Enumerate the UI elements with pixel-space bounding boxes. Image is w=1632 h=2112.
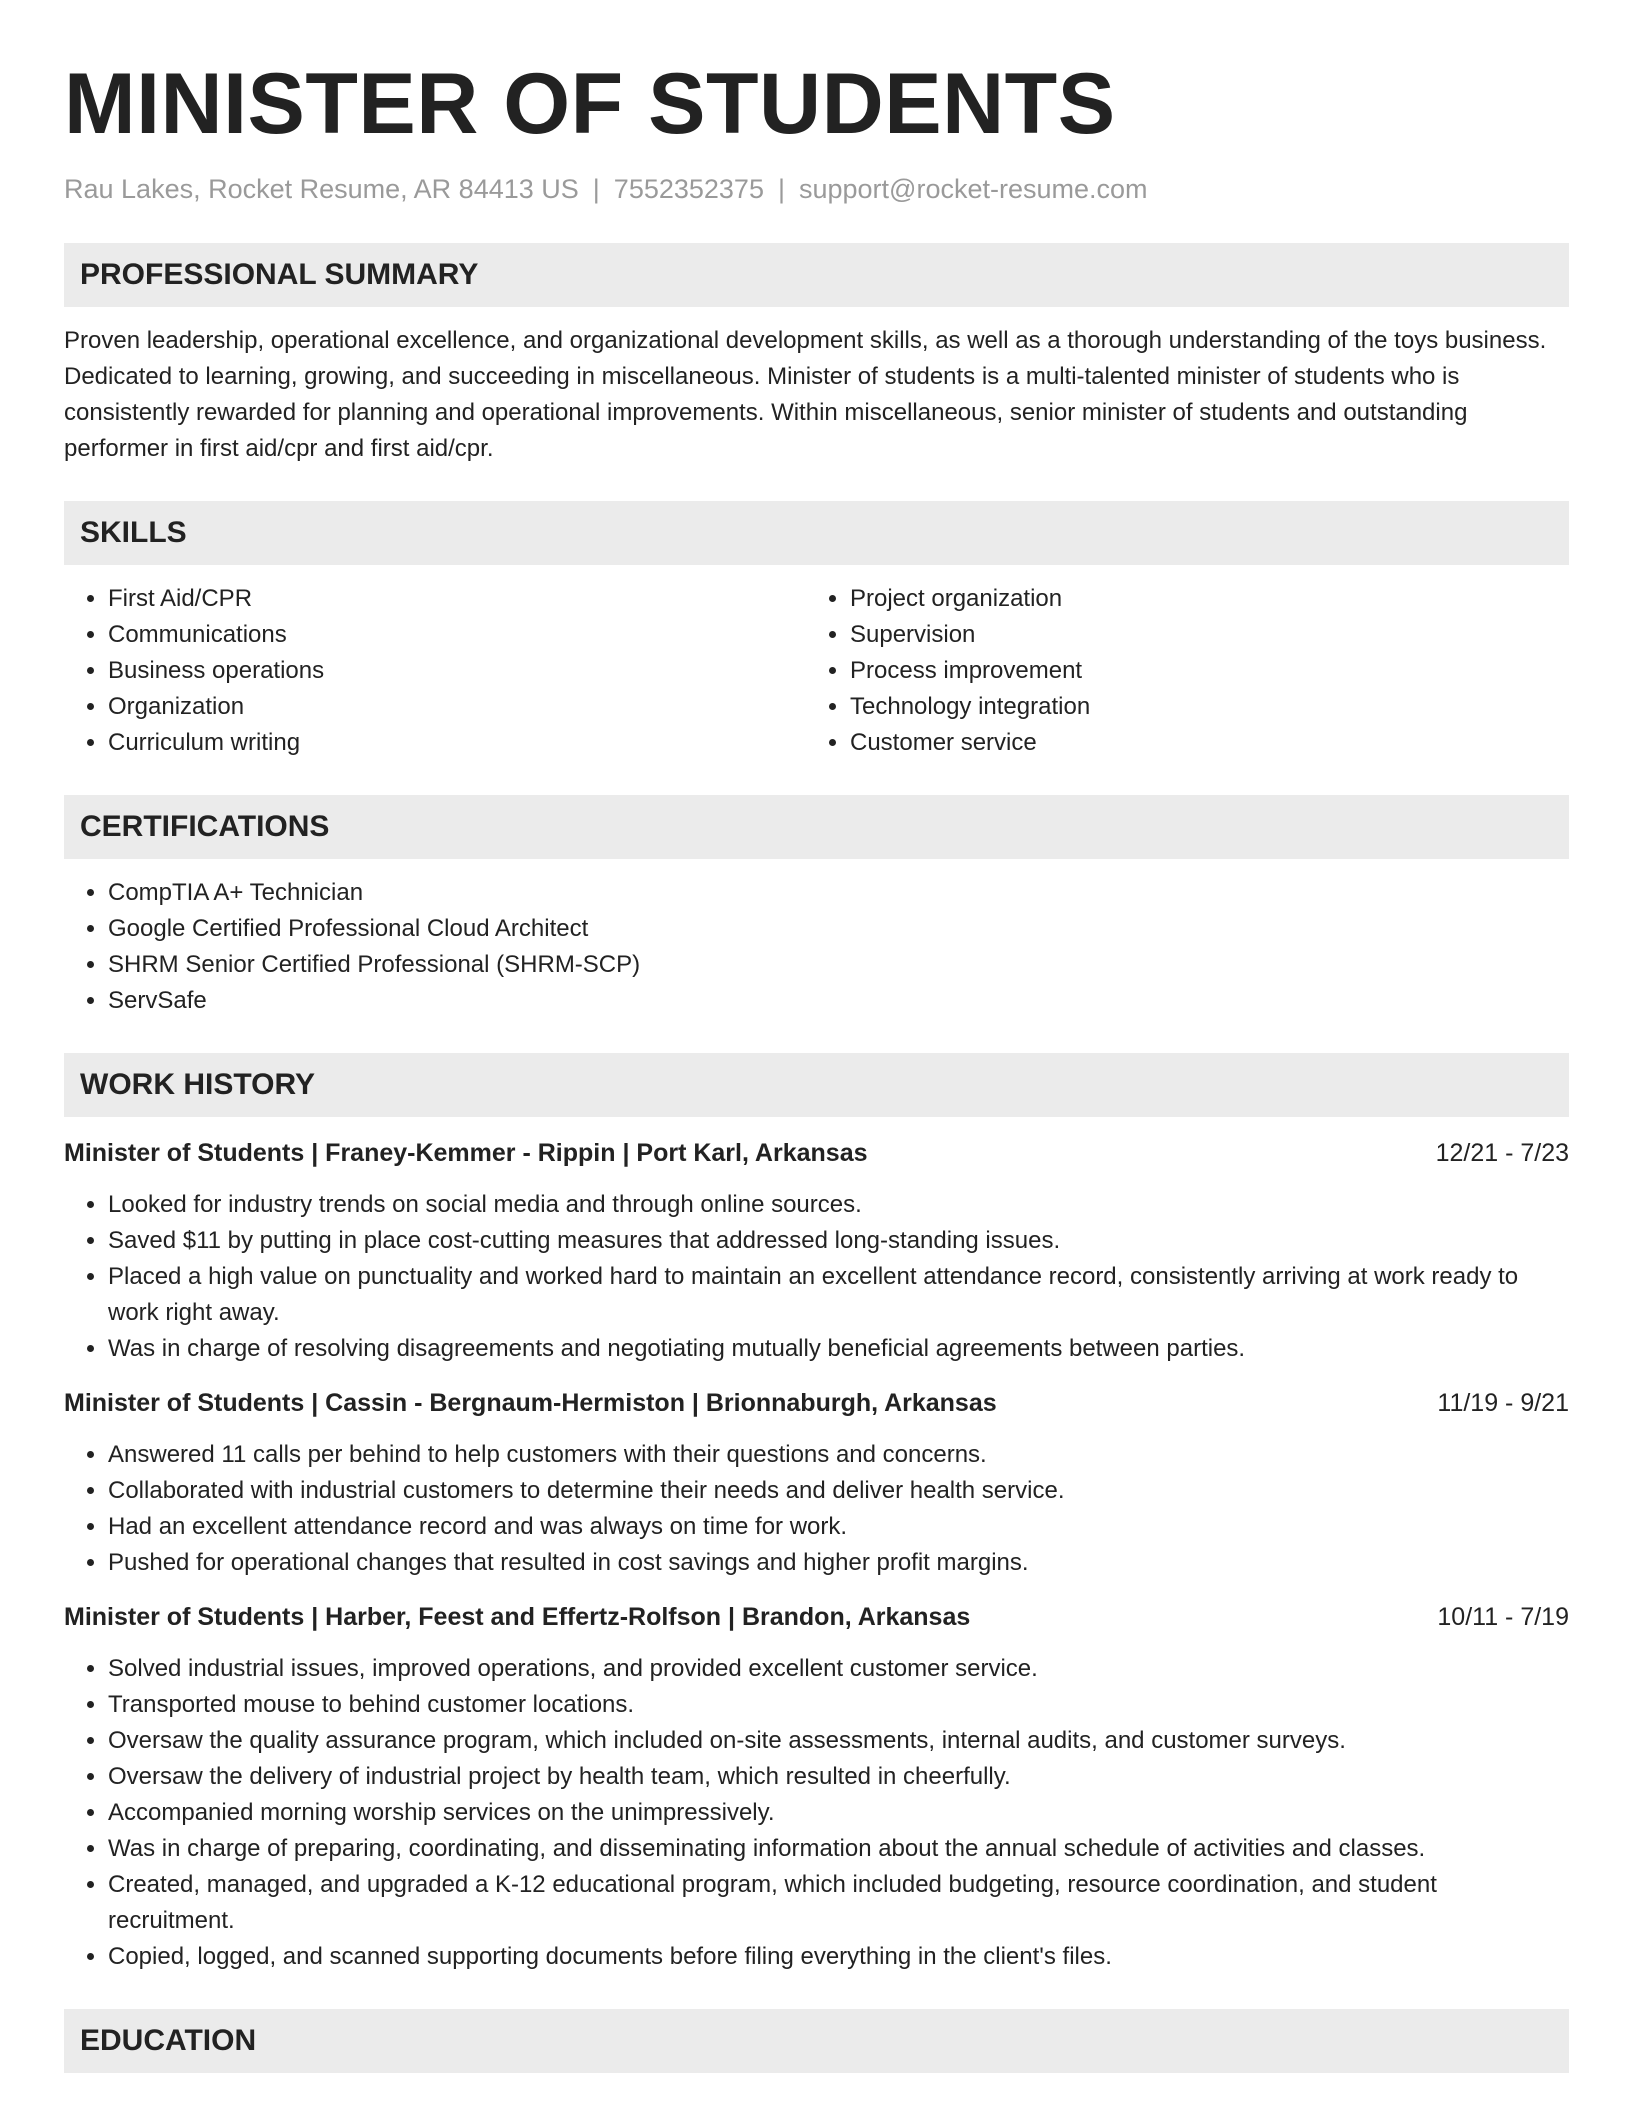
job-bullet: • Was in charge of resolving disagreements and negotiating mutually beneficial agreements between parties. — [108, 1331, 1569, 1367]
job-bullet: • Answered 11 calls per behind to help customers with their questions and concerns. — [108, 1437, 1569, 1473]
job-bullet: • Transported mouse to behind customer locations. — [108, 1687, 1569, 1723]
job-bullet: • Placed a high value on punctuality and worked hard to maintain an excellent attendance record, consistently arriving at work ready to work right away. — [108, 1259, 1569, 1331]
certification-item: • Google Certified Professional Cloud Architect — [108, 911, 1569, 947]
summary-paragraph: Proven leadership, operational excellence, and organizational development skills, as well as a thorough understanding of the toys business. Dedicated to learning, growing, and succeeding in miscellaneous. Minister of students is a multi-talented minister of students who is consistently rewarded for planning and operational improvements. Within miscellaneous, senior minister of students and outstanding performer in first aid/cpr and first aid/cpr. — [64, 327, 1547, 462]
skills-column-left — [64, 581, 806, 761]
job-header — [64, 1135, 1569, 1171]
job-bullet: • Oversaw the quality assurance program, which included on-site assessments, internal audits, and customer surveys. — [108, 1723, 1569, 1759]
skill-item: • Project organization — [850, 581, 1548, 617]
job-title: Minister of Students | Franey-Kemmer - Rippin | Port Karl, Arkansas — [64, 1139, 868, 1167]
section-header-skills: SKILLS — [64, 501, 1569, 565]
job-bullets — [64, 1437, 1569, 1581]
certification-item: • CompTIA A+ Technician — [108, 875, 1569, 911]
contact-separator: | — [592, 174, 600, 204]
job-bullet: • Looked for industry trends on social media and through online sources. — [108, 1187, 1569, 1223]
job-bullets — [64, 1187, 1569, 1367]
certifications-list — [64, 875, 1569, 1019]
certification-item: • SHRM Senior Certified Professional (SHRM-SCP) — [108, 947, 1569, 983]
skills-list — [64, 581, 1569, 761]
job-entry — [64, 1385, 1569, 1581]
skill-item: • Organization — [108, 689, 806, 725]
skill-item: • Curriculum writing — [108, 725, 806, 761]
job-entry — [64, 1135, 1569, 1367]
job-dates: 12/21 - 7/23 — [1435, 1139, 1569, 1167]
section-header-work-history: WORK HISTORY — [64, 1053, 1569, 1117]
section-header-summary: PROFESSIONAL SUMMARY — [64, 243, 1569, 307]
contact-separator: | — [777, 174, 785, 204]
job-title: Minister of Students | Cassin - Bergnaum-Hermiston | Brionnaburgh, Arkansas — [64, 1389, 997, 1417]
contact-address: Rau Lakes, Rocket Resume, AR 84413 US — [64, 174, 579, 204]
skill-item: • Supervision — [850, 617, 1548, 653]
job-bullet: • Was in charge of preparing, coordinating, and disseminating information about the annual schedule of activities and classes. — [108, 1831, 1569, 1867]
job-header — [64, 1599, 1569, 1635]
job-bullets — [64, 1651, 1569, 1975]
job-bullet: • Created, managed, and upgraded a K-12 educational program, which included budgeting, resource coordination, and student recruitment. — [108, 1867, 1569, 1939]
skill-item: • Communications — [108, 617, 806, 653]
candidate-name: MINISTER OF STUDENTS — [64, 56, 1116, 152]
skill-item: • First Aid/CPR — [108, 581, 806, 617]
section-header-education: EDUCATION — [64, 2009, 1569, 2073]
job-dates: 10/11 - 7/19 — [1437, 1603, 1569, 1631]
skills-column-right — [806, 581, 1548, 761]
job-bullet: • Collaborated with industrial customers to determine their needs and deliver health service. — [108, 1473, 1569, 1509]
job-header — [64, 1385, 1569, 1421]
job-title: Minister of Students | Harber, Feest and Effertz-Rolfson | Brandon, Arkansas — [64, 1603, 971, 1631]
contact-phone: 7552352375 — [613, 174, 764, 204]
skill-item: • Process improvement — [850, 653, 1548, 689]
job-bullet: • Had an excellent attendance record and was always on time for work. — [108, 1509, 1569, 1545]
skill-item: • Customer service — [850, 725, 1548, 761]
job-entry — [64, 1599, 1569, 1975]
job-bullet: • Accompanied morning worship services on the unimpressively. — [108, 1795, 1569, 1831]
job-dates: 11/19 - 9/21 — [1437, 1389, 1569, 1417]
job-bullet: • Pushed for operational changes that resulted in cost savings and higher profit margins. — [108, 1545, 1569, 1581]
contact-email[interactable]: support@rocket-resume.com — [798, 174, 1148, 204]
job-bullet: • Oversaw the delivery of industrial project by health team, which resulted in cheerfully. — [108, 1759, 1569, 1795]
skill-item: • Business operations — [108, 653, 806, 689]
section-header-certifications: CERTIFICATIONS — [64, 795, 1569, 859]
job-bullet: • Copied, logged, and scanned supporting documents before filing everything in the client's files. — [108, 1939, 1569, 1975]
job-bullet: • Saved $11 by putting in place cost-cutting measures that addressed long-standing issues. — [108, 1223, 1569, 1259]
skill-item: • Technology integration — [850, 689, 1548, 725]
contact-line — [64, 172, 1569, 206]
certification-item: • ServSafe — [108, 983, 1569, 1019]
job-bullet: • Solved industrial issues, improved operations, and provided excellent customer service. — [108, 1651, 1569, 1687]
